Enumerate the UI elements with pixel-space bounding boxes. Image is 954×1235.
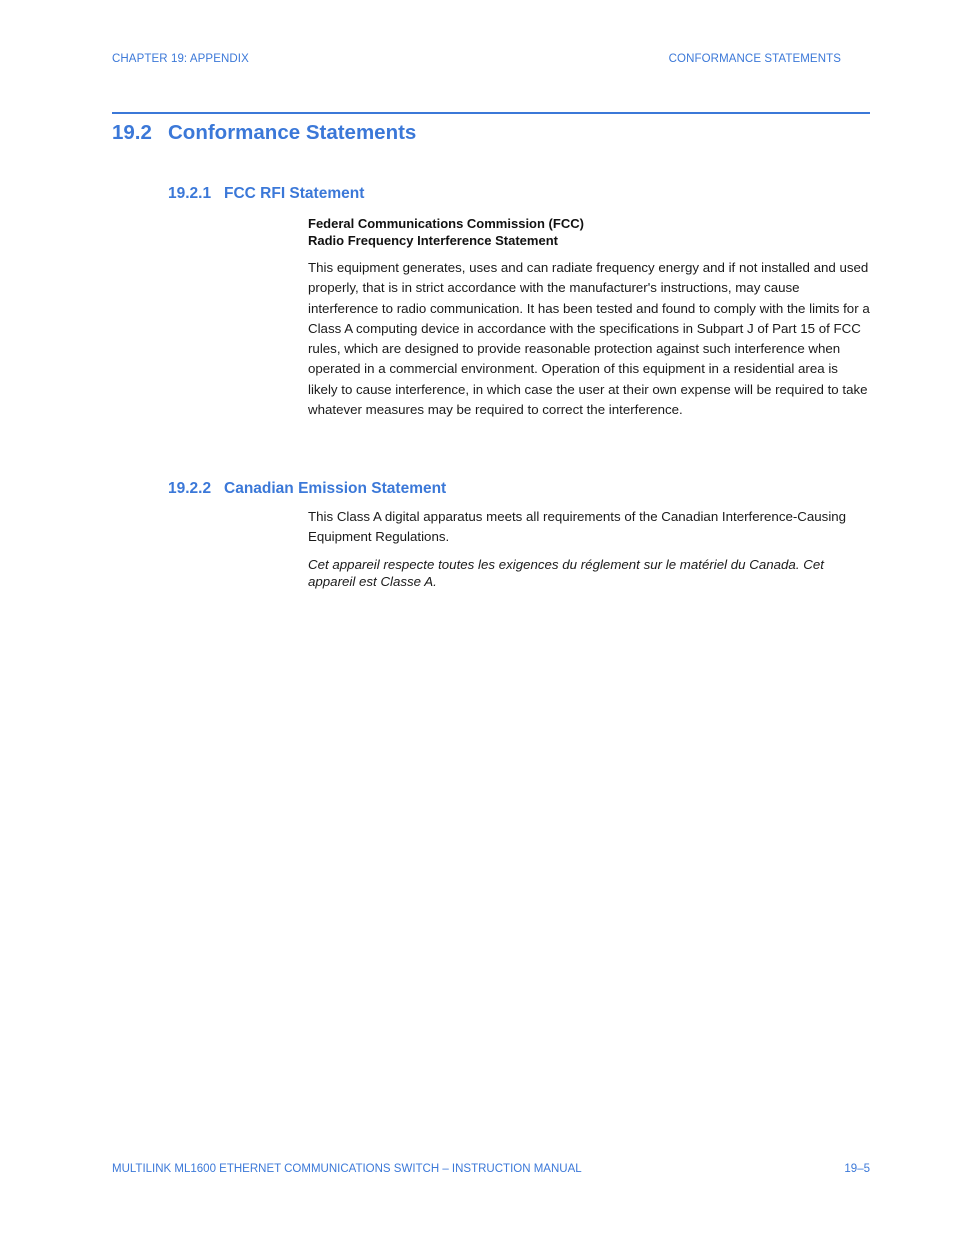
section-number: 19.2 (112, 121, 152, 144)
subsection-title-canadian (168, 480, 446, 498)
page-number: 19–5 (844, 1163, 870, 1175)
subsection-number-canadian: 19.2.2 (168, 480, 212, 497)
fcc-heading-line1: Federal Communications Commission (FCC) (308, 216, 584, 231)
fcc-heading-line2: Radio Frequency Interference Statement (308, 233, 558, 248)
header-section: CONFORMANCE STATEMENTS (668, 53, 841, 65)
fcc-paragraph: This equipment generates, uses and can radiate frequency energy and if not installed and used properly, that is in strict accordance with the manufacturer's instructions, may cause interference to radio communication. It has been tested and found to comply with the limits for a Class A computing device in accordance with the specifications in Subpart J of Part 15 of FCC rules, which are designed to provide reasonable protection against such interference when operated in a commercial environment. Operation of this equipment in a residential area is likely to cause interference, in which case the user at their own expense will be required to take whatever measures may be required to correct the interference. (308, 260, 870, 418)
subsection-number-fcc: 19.2.1 (168, 185, 212, 202)
subsection-title-fcc (168, 185, 364, 203)
section-title (112, 121, 416, 145)
fcc-heading (308, 215, 870, 249)
header-chapter: CHAPTER 19: APPENDIX (112, 53, 249, 65)
running-header (112, 53, 841, 65)
canadian-statement-block (308, 507, 870, 590)
subsection-title-canadian-text: Canadian Emission Statement (224, 480, 447, 497)
fcc-statement-block (308, 215, 870, 420)
section-divider (112, 112, 870, 114)
running-footer (112, 1163, 870, 1175)
subsection-title-fcc-text: FCC RFI Statement (224, 185, 365, 202)
canadian-paragraph-en: This Class A digital apparatus meets all requirements of the Canadian Interference-Causing Equipment Regulations. (308, 509, 847, 545)
canadian-paragraph-fr: Cet appareil respecte toutes les exigences du réglement sur le matériel du Canada. Cet appareil est Classe A. (308, 556, 824, 589)
section-title-text: Conformance Statements (168, 121, 417, 144)
footer-manual-title: MULTILINK ML1600 ETHERNET COMMUNICATIONS SWITCH – INSTRUCTION MANUAL (112, 1163, 582, 1175)
